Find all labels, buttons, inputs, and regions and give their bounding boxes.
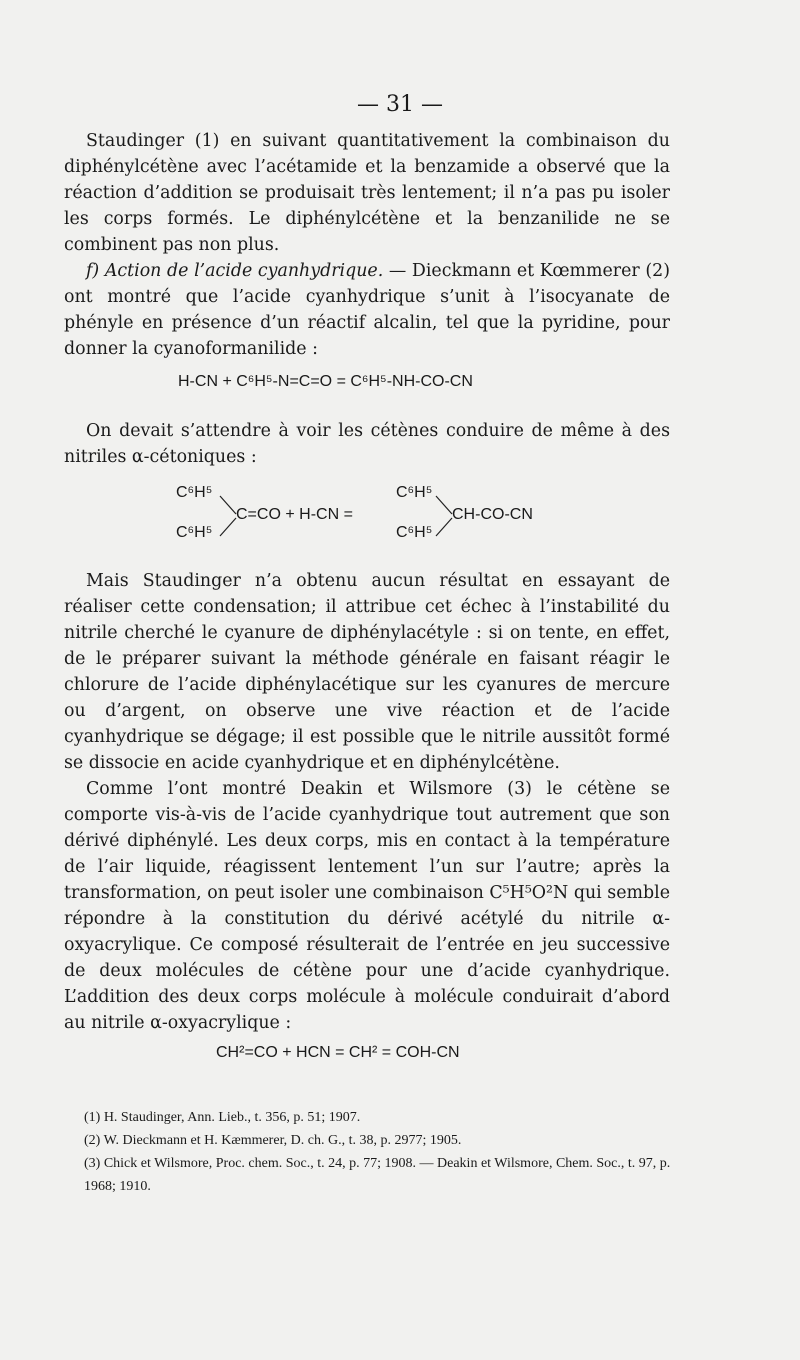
paragraph-4 xyxy=(64,568,670,776)
formula-bonds xyxy=(0,0,800,600)
section-heading: f) Action de l’acide cyanhydrique. xyxy=(86,261,384,281)
formula-phenyl-bottom-right: C⁶H⁵ xyxy=(396,524,433,541)
formula-right: CH-CO-CN xyxy=(452,506,533,523)
page-number: — 31 — xyxy=(357,92,443,117)
footnote-2: (2) W. Dieckmann et H. Kæmmerer, D. ch. G., t. 38, p. 2977; 1905. xyxy=(84,1133,462,1148)
formula-phenyl-bottom-left: C⁶H⁵ xyxy=(176,524,213,541)
footnote-3: (3) Chick et Wilsmore, Proc. chem. Soc., t. 24, p. 77; 1908. — Deakin et Wilsmore, Chem. Soc., t. 97, p. 1968; 1910. xyxy=(84,1156,671,1194)
footnote-1: (1) H. Staudinger, Ann. Lieb., t. 356, p. 51; 1907. xyxy=(84,1110,361,1125)
equation-1: H-CN + C⁶H⁵-N=C=O = C⁶H⁵-NH-CO-CN xyxy=(178,373,473,390)
formula-middle: C=CO + H-CN = xyxy=(236,506,353,523)
equation-3: CH²=CO + HCN = CH² = COH-CN xyxy=(216,1044,460,1061)
footnotes xyxy=(64,1106,674,1198)
paragraph-text: On devait s’attendre à voir les cétènes conduire de même à des nitriles α-cétoniques : xyxy=(64,421,670,467)
formula-phenyl-top-left: C⁶H⁵ xyxy=(176,484,213,501)
formula-phenyl-top-right: C⁶H⁵ xyxy=(396,484,433,501)
paragraph-text: Comme l’ont montré Deakin et Wilsmore (3) le cétène se comporte vis-à-vis de l’acide cyanhydrique tout autrement que son dérivé diphénylé. Les deux corps, mis en contact à la température de l’air liquide, réagissent lentement l’un sur l’autre; après la transformation, on peut isoler une combinaison C⁵H⁵O²N qui semble répondre à la constitution du dérivé acétylé du nitrile α-oxyacrylique. Ce composé résulterait de l’entrée en jeu successive de deux molécules de cétène pour une d’acide cyanhydrique. L’addition des deux corps molécule à molécule conduirait d’abord au nitrile α-oxyacrylique : xyxy=(64,779,670,1033)
paragraph-text: Mais Staudinger n’a obtenu aucun résultat en essayant de réaliser cette condensation; il attribue cet échec à l’instabilité du nitrile cherché le cyanure de diphénylacétyle : si on tente, en effet, de le préparer suivant la méthode générale en faisant réagir le chlorure de l’acide diphénylacétique sur les cyanures de mercure ou d’argent, on observe une vive réaction et de l’acide cyanhydrique se dégage; il est possible que le nitrile aussitôt formé se dissocie en acide cyanhydrique et en diphénylcétène. xyxy=(64,571,670,773)
paragraph-text: Staudinger (1) en suivant quantitativement la combinaison du diphénylcétène avec l’acétamide et la benzamide a observé que la réaction d’addition se produisait très lentement; il n’a pas pu isoler les corps formés. Le diphénylcétène et la benzanilide ne se combinent pas non plus. xyxy=(64,131,670,255)
paragraph-5 xyxy=(64,776,670,1036)
paragraph-text: — Dieckmann et Kœmmerer (2) ont montré que l’acide cyanhydrique s’unit à l’isocyanate de phényle en présence d’un réactif alcalin, tel que la pyridine, pour donner la cyanoformanilide : xyxy=(64,261,670,359)
